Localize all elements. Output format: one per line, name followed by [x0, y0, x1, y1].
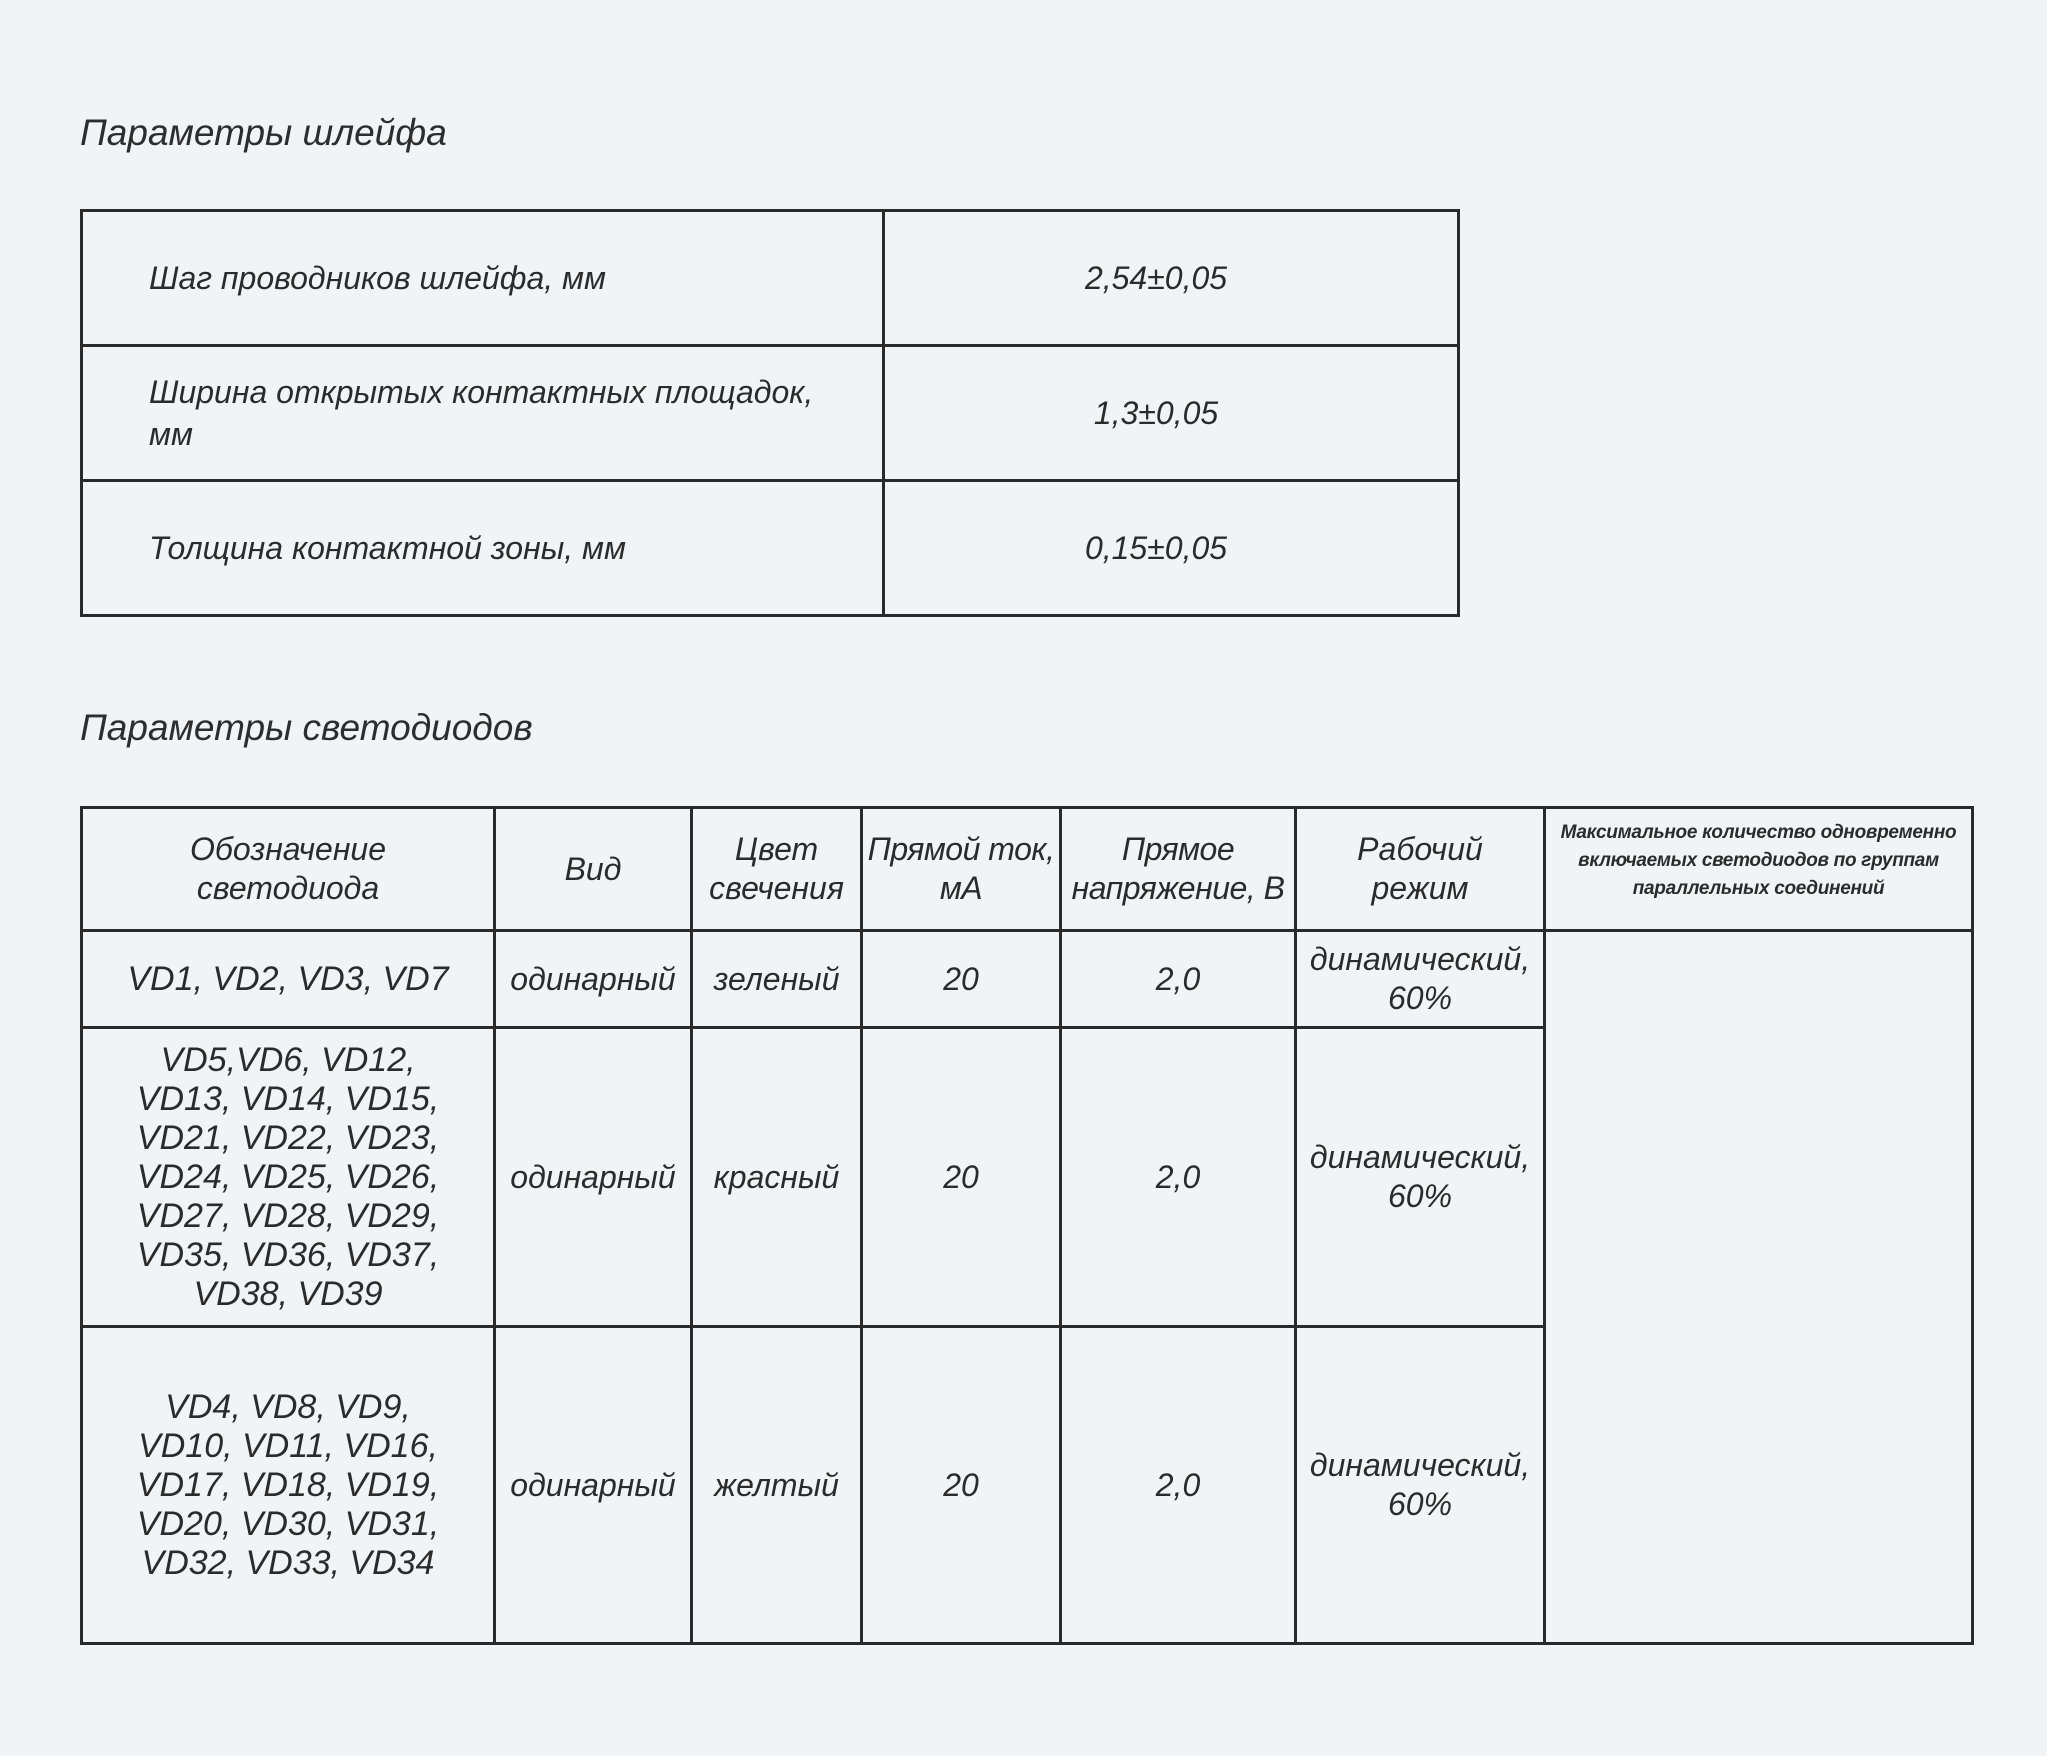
cable-param-name: Ширина открытых контактных площадок, мм [82, 346, 884, 481]
led-voltage: 2,0 [1061, 1028, 1296, 1327]
led-voltage: 2,0 [1061, 1327, 1296, 1644]
header-designation: Обозначение светодиода [82, 808, 495, 931]
led-designation: VD1, VD2, VD3, VD7 [82, 931, 495, 1028]
cable-param-value: 1,3±0,05 [884, 346, 1459, 481]
led-current: 20 [862, 1327, 1061, 1644]
table-header-row [82, 808, 1973, 931]
header-mode: Рабочий режим [1296, 808, 1545, 931]
header-color: Цвет свечения [692, 808, 862, 931]
led-type: одинарный [495, 931, 692, 1028]
led-mode: динамический, 60% [1296, 931, 1545, 1028]
led-mode: динамический, 60% [1296, 1327, 1545, 1644]
led-type: одинарный [495, 1327, 692, 1644]
led-current: 20 [862, 931, 1061, 1028]
cable-parameters-table [80, 209, 1460, 617]
led-color: красный [692, 1028, 862, 1327]
table-row [82, 931, 1973, 1028]
led-type: одинарный [495, 1028, 692, 1327]
led-voltage: 2,0 [1061, 931, 1296, 1028]
led-parameters-title: Параметры светодиодов [80, 707, 533, 748]
led-color: зеленый [692, 931, 862, 1028]
cable-param-name: Шаг проводников шлейфа, мм [82, 211, 884, 346]
cable-param-value: 0,15±0,05 [884, 481, 1459, 616]
header-voltage: Прямое напряжение, В [1061, 808, 1296, 931]
table-row [82, 481, 1459, 616]
led-current: 20 [862, 1028, 1061, 1327]
table-row [82, 211, 1459, 346]
max-simultaneous-cell [1545, 931, 1973, 1644]
cable-param-name: Толщина контактной зоны, мм [82, 481, 884, 616]
led-mode: динамический, 60% [1296, 1028, 1545, 1327]
led-color: желтый [692, 1327, 862, 1644]
led-designation: VD5,VD6, VD12, VD13, VD14, VD15, VD21, VD22, VD23, VD24, VD25, VD26, VD27, VD28, VD29, VD35, VD36, VD37, VD38, VD39 [82, 1028, 495, 1327]
led-designation: VD4, VD8, VD9, VD10, VD11, VD16, VD17, VD18, VD19, VD20, VD30, VD31, VD32, VD33, VD34 [82, 1327, 495, 1644]
led-parameters-table [80, 806, 1974, 1645]
table-row [82, 346, 1459, 481]
header-type: Вид [495, 808, 692, 931]
cable-param-value: 2,54±0,05 [884, 211, 1459, 346]
cable-parameters-title: Параметры шлейфа [80, 112, 447, 153]
header-max-simultaneous: Максимальное количество одновременно включаемых светодиодов по группам параллельных соединений [1545, 808, 1973, 931]
header-current: Прямой ток, мА [862, 808, 1061, 931]
